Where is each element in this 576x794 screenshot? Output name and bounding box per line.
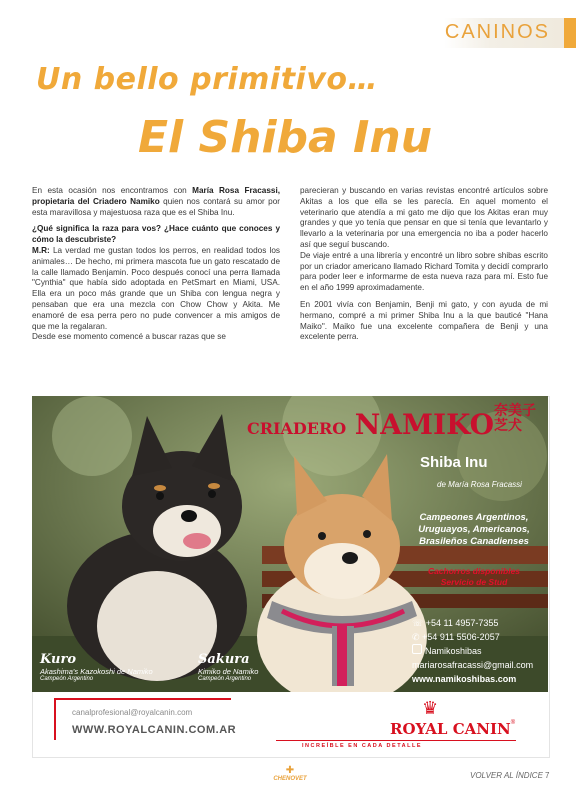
- whatsapp-icon: ✆: [412, 632, 423, 642]
- chenovet-icon: ✚: [285, 765, 295, 776]
- kanji-logo: 奈美子 芝犬: [494, 403, 536, 434]
- sakura-full-name: Kimiko de Namiko: [198, 667, 259, 676]
- instagram-row[interactable]: Namikoshibas: [412, 644, 533, 658]
- ad-photo: [32, 396, 548, 692]
- right-paragraph-2: De viaje entré a una librería y encontré un libro sobre shibas escrito por un criador americano llamado Richard Tomita y decidí comprarlo para poder leer e informarme de esta nueva raza para mí. Esto fue en el año 1999 aproximadamente.: [300, 250, 548, 293]
- closing-line: Desde ese momento comencé a buscar razas que se: [32, 332, 226, 342]
- royal-canin-tagline: INCREÍBLE EN CADA DETALLE: [302, 743, 422, 749]
- contact-list: [412, 616, 533, 686]
- crown-icon: ♛: [422, 698, 439, 718]
- right-paragraph-1: parecieran y buscando en varias revistas encontré artículos sobre Akitas a los que ella se les parecía. En aquel momento el veterinario que atendía a mi gato me dijo que los Akitas eran muy grandes y que yo tenía que pensar en que si tenía que levantarlo y llevarlo a la veterinaria por una emergencia no iba a poder hacerlo así que seguí buscando.: [300, 186, 548, 249]
- namiko-label: NAMIKO: [354, 408, 495, 441]
- criadero-heading: [247, 408, 494, 441]
- sakura-title: Campeón Argentino: [198, 676, 252, 682]
- back-to-index-link[interactable]: VOLVER AL ÍNDICE: [470, 771, 543, 780]
- article-title: El Shiba Inu: [138, 112, 433, 163]
- interview-answer: M.R: La verdad me gustan todos los perros, en realidad todos los animales… De hecho, mi primera mascota fue un gato rescatado de la calle llamado Benjamin. Poco después conocí una perra llamada "Cynthia" que había sido adoptada en PetSmart en Miami, USA. Ella era un poco más grande que un Shiba con lengua negra y pensaban que era una mezcla con Chow Chow y Akita. Me enamoré de esa perra pero no pude convencer a mis amigos de que me la regalaran.: [32, 245, 280, 331]
- section-accent-bar: [564, 18, 576, 48]
- article-kicker: Un bello primitivo…: [36, 62, 378, 97]
- kuro-title: Campeón Argentino: [40, 676, 94, 682]
- tagline-rule: [276, 740, 516, 741]
- intro-paragraph: En esta ocasión nos encontramos con María Rosa Fracassi, propietaria del Criadero Namiko quien nos contará su amor por esta maravillosa y majestuosa raza que es el Shiba Inu.: [32, 186, 280, 217]
- interview-question: ¿Qué significa la raza para vos? ¿Hace cuánto que conoces y cómo la descubriste?: [32, 224, 280, 245]
- left-column: [32, 186, 280, 343]
- page-number: 7: [545, 771, 550, 780]
- instagram-icon: [412, 644, 422, 654]
- owner-name: de María Rosa Fracassi: [437, 480, 522, 489]
- royal-canin-web[interactable]: WWW.ROYALCANIN.COM.AR: [72, 724, 237, 736]
- right-column: [300, 186, 548, 343]
- kuro-name: Kuro: [40, 652, 76, 667]
- email-row[interactable]: mariarosafracassi@gmail.com: [412, 660, 534, 670]
- stud-text: Servicio de Stud: [440, 577, 508, 587]
- champions-text: Campeones Argentinos, Uruguayos, Americanos, Brasileños Canadienses: [418, 512, 530, 547]
- royal-canin-wordmark: ROYAL CANIN®: [390, 720, 516, 738]
- breed-name: Shiba Inu: [420, 454, 488, 471]
- phone-icon: ☏: [412, 618, 426, 628]
- royal-canin-email[interactable]: canalprofesional@royalcanin.com: [72, 708, 193, 717]
- kuro-full-name: Akashima's Kazokoshi de Namiko: [40, 667, 153, 676]
- kuro-caption: [40, 652, 153, 682]
- puppies-text: Cachorros disponibles: [427, 566, 521, 576]
- sakura-caption: [198, 652, 258, 682]
- section-label: CANINOS: [444, 21, 550, 43]
- section-tag: [444, 18, 576, 48]
- chenovet-wordmark: CHENOVET: [273, 776, 307, 782]
- sakura-name: Sakura: [198, 652, 250, 667]
- criadero-label: CRIADERO: [247, 419, 347, 438]
- phone-row[interactable]: ☏ +54 11 4957-7355: [412, 618, 499, 628]
- chenovet-logo: [272, 766, 308, 788]
- website-row[interactable]: www.namikoshibas.com: [412, 674, 517, 684]
- whatsapp-row[interactable]: ✆ +54 911 5506-2057: [412, 632, 500, 642]
- right-paragraph-3: En 2001 vivía con Benjamin, Benji mi gato, y con ayuda de mi hermano, compré a mi primer Shiba Inu a la que bauticé "Hana Maiko". Maiko fue una excelente compañera de Benji y una excelente perra.: [300, 299, 548, 342]
